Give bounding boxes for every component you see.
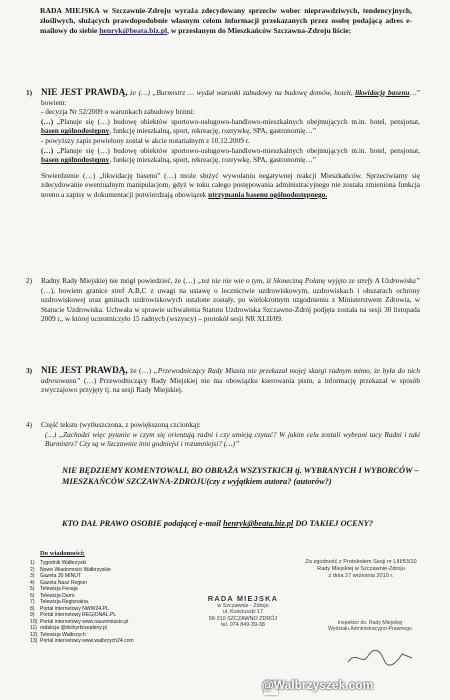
stamp-line: ul. Kościuszki 17 xyxy=(222,609,264,616)
notary-quote: „Planuje się (…) budowę obiektów sportowo-usługowo-handlowo-mieszkalnych obejmujących m.in. hotel, pensjonat, xyxy=(53,145,420,155)
recipient-item: 2) Nowe Wiadomości Wałbrzyskie xyxy=(30,566,111,573)
section-3 xyxy=(26,366,420,395)
recipient-name: Telewizja Regionalna. xyxy=(40,599,90,605)
section-lead: NIE JEST PRAWDĄ, xyxy=(41,87,128,97)
section-quote: (…) „Zachodzi więc pytanie w czym się orientują radni i czy umieją czytać? W jakim celu zostali wybrani tacy Radni i taki Burmistrz? Czy są w Szczawnie inni godniejsi i rozumniejsi? xyxy=(45,429,420,449)
question-email: henryk@beata.biz.pl xyxy=(223,519,294,528)
recipient-item: 5) Telewizja Fenaja xyxy=(30,586,78,592)
section-number: 2) xyxy=(26,276,33,285)
caps-statement: NIE BĘDZIEMY KOMENTOWALI, BO OBRAŻA WSZYSTKICH tj. WYBRANYCH I WYBORCÓW – MIESZKAŃCÓW SZCZAWNA-ZDROJU(czy z wyjątkiem autora? (autorów?) xyxy=(62,466,419,486)
recipient-name: Nowe Wiadomości Wałbrzyskie xyxy=(40,566,111,573)
decision-quote: „Planuje się (…) budowę obiektów sportowo-usługowo-handlowo-mieszkalnych obejmujących m.in. hotel, pensjonat, xyxy=(53,116,420,126)
council-stamp xyxy=(192,594,294,648)
recipient-item: 3) Gazeta 30 MINUT xyxy=(30,573,82,579)
underlined-pool: basen ogólnodostępny xyxy=(41,126,110,136)
recipients-list xyxy=(30,560,180,645)
stamp-line: tel. 074 849-39-38 xyxy=(221,622,265,629)
stamp-line: w Szczawnie - Zdroju xyxy=(217,603,269,609)
recipient-item: 8) Portal internetowy NWW24.PL xyxy=(30,605,109,612)
decision-line: - decyzja Nr 52/2009 o warunkach zabudowy brzmi: xyxy=(41,107,195,117)
recipient-name: Gazeta Nasz Region xyxy=(40,579,88,586)
section-quote: „Przewodniczący Rady Miasta nie przekazał mojej skargi radnym mimo, że była do nich adresowana” xyxy=(41,366,421,385)
section-1 xyxy=(26,88,420,200)
question-line xyxy=(62,519,442,528)
notary-line: - powyższy zapis powielony został w akcie notarialnym z 10.12.2009 r. xyxy=(41,135,250,145)
signature-title: Inspektor ds. Rady Miejskiej xyxy=(337,620,403,626)
recipient-item: 6) Telewizja Dami. xyxy=(30,592,76,599)
stamp-line: 58-310 SZCZAWNO ZDRÓJ xyxy=(208,615,278,622)
intro-text: RADA MIEJSKA w Szczawnie-Zdroju wyraża zdecydowany sprzeciw wobec nieprawdziwych, tendencyjnych, złośliwych, służących prawdopodobnie własnym celom informacji przekazanych przez osobę podającą adres e-mailowy do siebie xyxy=(40,6,412,36)
section-text: że (…) xyxy=(127,366,154,375)
protocol-line: z dnia 27 września 2010 r. xyxy=(328,573,394,579)
recipient-name: Portal internetowy REGIONAL.PL xyxy=(40,612,117,618)
recipient-item: 4) Gazeta Nasz Region xyxy=(30,579,88,586)
section-text: (…), bowiem granice stref A,B,C z uwagi na ustawę o lecznictwie uzdrowiskowym, uzdrowiskach i obszarach ochrony uzdrowiskowej oraz gminach uzdrowiskowych ustalone zostały, po wielokrotnym uzgodnieniu z Ministerstwem Zdrowia, w Statucie Uzdrowiska. Uchwała w sprawie uchwalenia Statutu Uzdrowiska Szczawno-Zdrój podjęta została na sesji 30 listopada 2009 r., w której uczestniczyło 15 radnych (wszyscy) – protokół sesji NR XLII/09. xyxy=(41,285,420,324)
recipient-name: Gazeta 30 MINUT xyxy=(40,573,82,579)
recipient-name: Portal internetowy www.walbrzych24.com xyxy=(40,638,134,644)
protocol-line: Za zgodność z Protokołem Sesji nr LIII/53/10 xyxy=(305,559,417,565)
section-number: 4) xyxy=(26,420,33,429)
recipient-item: 13) Portal internetowy www.walbrzych24.com xyxy=(30,638,134,644)
intro-paragraph xyxy=(40,6,412,37)
recipient-name: Portal internetowy NWW24.PL xyxy=(40,605,109,612)
recipients-title: Do wiadomości: xyxy=(40,550,85,557)
section-2 xyxy=(26,276,420,324)
handwritten-signature xyxy=(346,646,416,668)
section-lead: NIE JEST PRAWDĄ, xyxy=(41,365,128,375)
section-number: 3) xyxy=(26,366,33,375)
quote-text: …” bowiem: xyxy=(41,88,420,107)
watermark: @Walbrzyszek.com xyxy=(262,678,374,692)
protocol-note xyxy=(276,559,446,580)
underlined-pool: basen ogólnodostępny xyxy=(41,155,110,165)
statement-underlined: utrzymania basenu ogólnodostępnego. xyxy=(208,189,328,199)
recipient-name: Telewizja Wałbrzych xyxy=(40,631,86,638)
recipient-name: Portal internetowy www.naszemiasto.pl xyxy=(40,618,129,625)
section-quote-end: (…)” xyxy=(223,439,240,449)
recipient-item: 1) Tygodnik Wałbrzyski xyxy=(30,560,87,566)
section-4 xyxy=(26,420,420,449)
section-number: 1) xyxy=(26,88,33,97)
section-text: Część tekstu (wytłuszczona, z powiększoną czcionką): xyxy=(41,420,201,429)
recipient-name: Telewizja Fenaja xyxy=(40,586,78,592)
recipient-item: 10) Portal internetowy www.naszemiasto.pl xyxy=(30,618,129,625)
decision-quote-end: , funkcję mieszkalną, sport, rekreację, rozrywkę, SPA, gastronomię…” xyxy=(109,126,316,136)
recipient-item: 12) Telewizja Wałbrzych xyxy=(30,631,86,638)
stamp-title: RADA MIEJSKA xyxy=(207,594,279,603)
ellipsis-mark: (…) xyxy=(41,116,54,126)
question-text-end: DO TAKIEJ OCENY? xyxy=(293,519,374,528)
protocol-line: Rady Miejskiej w Szczawnie-Zdroju xyxy=(317,566,405,572)
recipient-item: 11) redakcja @dolnyrbrzepbiny.pl xyxy=(30,625,107,631)
section-text: Radny Rady Miejskiej nie mógł powiedzieć, że (…) xyxy=(41,276,198,285)
notary-quote-end: , funkcję mieszkalną, sport, rekreację, rozrywkę, SPA, gastronomię…” xyxy=(109,155,316,165)
recipient-item: 9) Portal internetowy REGIONAL.PL xyxy=(30,612,117,618)
signature-block xyxy=(322,620,418,633)
quote-underlined: likwidację basenu xyxy=(355,88,410,97)
recipient-item: 7) Telewizja Regionalna. xyxy=(30,599,90,605)
recipient-name: redakcja @dolnyrbrzepbiny.pl xyxy=(40,625,107,631)
question-text: KTO DAŁ PRAWO OSOBIE podającej e-mail xyxy=(62,519,223,528)
intro-email: henryk@beata.biz.pl xyxy=(99,26,168,36)
footer xyxy=(0,550,450,700)
section-text: (…) Przewodniczący Rady Miejskiej nie ma obowiązku kserowania pism, a informację przekazał w sposób zwyczajowo przyjęty tj. na sesji Rady Miejskiej. xyxy=(41,375,420,395)
quote-text: że (…) „Burmistrz … wydał warunki zabudowy na budowę domów, hoteli, xyxy=(127,88,356,97)
intro-text-end: , w przesłanym do Mieszkańców Szczawna-Zdroju liście: xyxy=(167,26,352,36)
statement-text: Stwierdzenie (…) „likwidację basenu” (…) może służyć wywołaniu negatywnej reakcji Mieszkańców. Sprzeciwiamy się zdecydowanie ewentualnym manipulacjom, gdyż w toku całego postępowania administracyjnego nie została zmieniona funkcja terenu a zapisy w dokumentacji potwierdzają obowiązek xyxy=(41,170,420,199)
recipient-name: Telewizja Dami. xyxy=(40,592,76,599)
ellipsis-mark: (…) xyxy=(41,145,54,155)
section-quote: „też nie nie wie o tym, iż Słoneczną Polanę wyjęto ze strefy A Uzdrowiska” xyxy=(197,276,420,285)
signature-title: Wydziału Administracyjno-Prawnego xyxy=(328,626,412,633)
recipient-name: Tygodnik Wałbrzyski xyxy=(40,560,87,566)
